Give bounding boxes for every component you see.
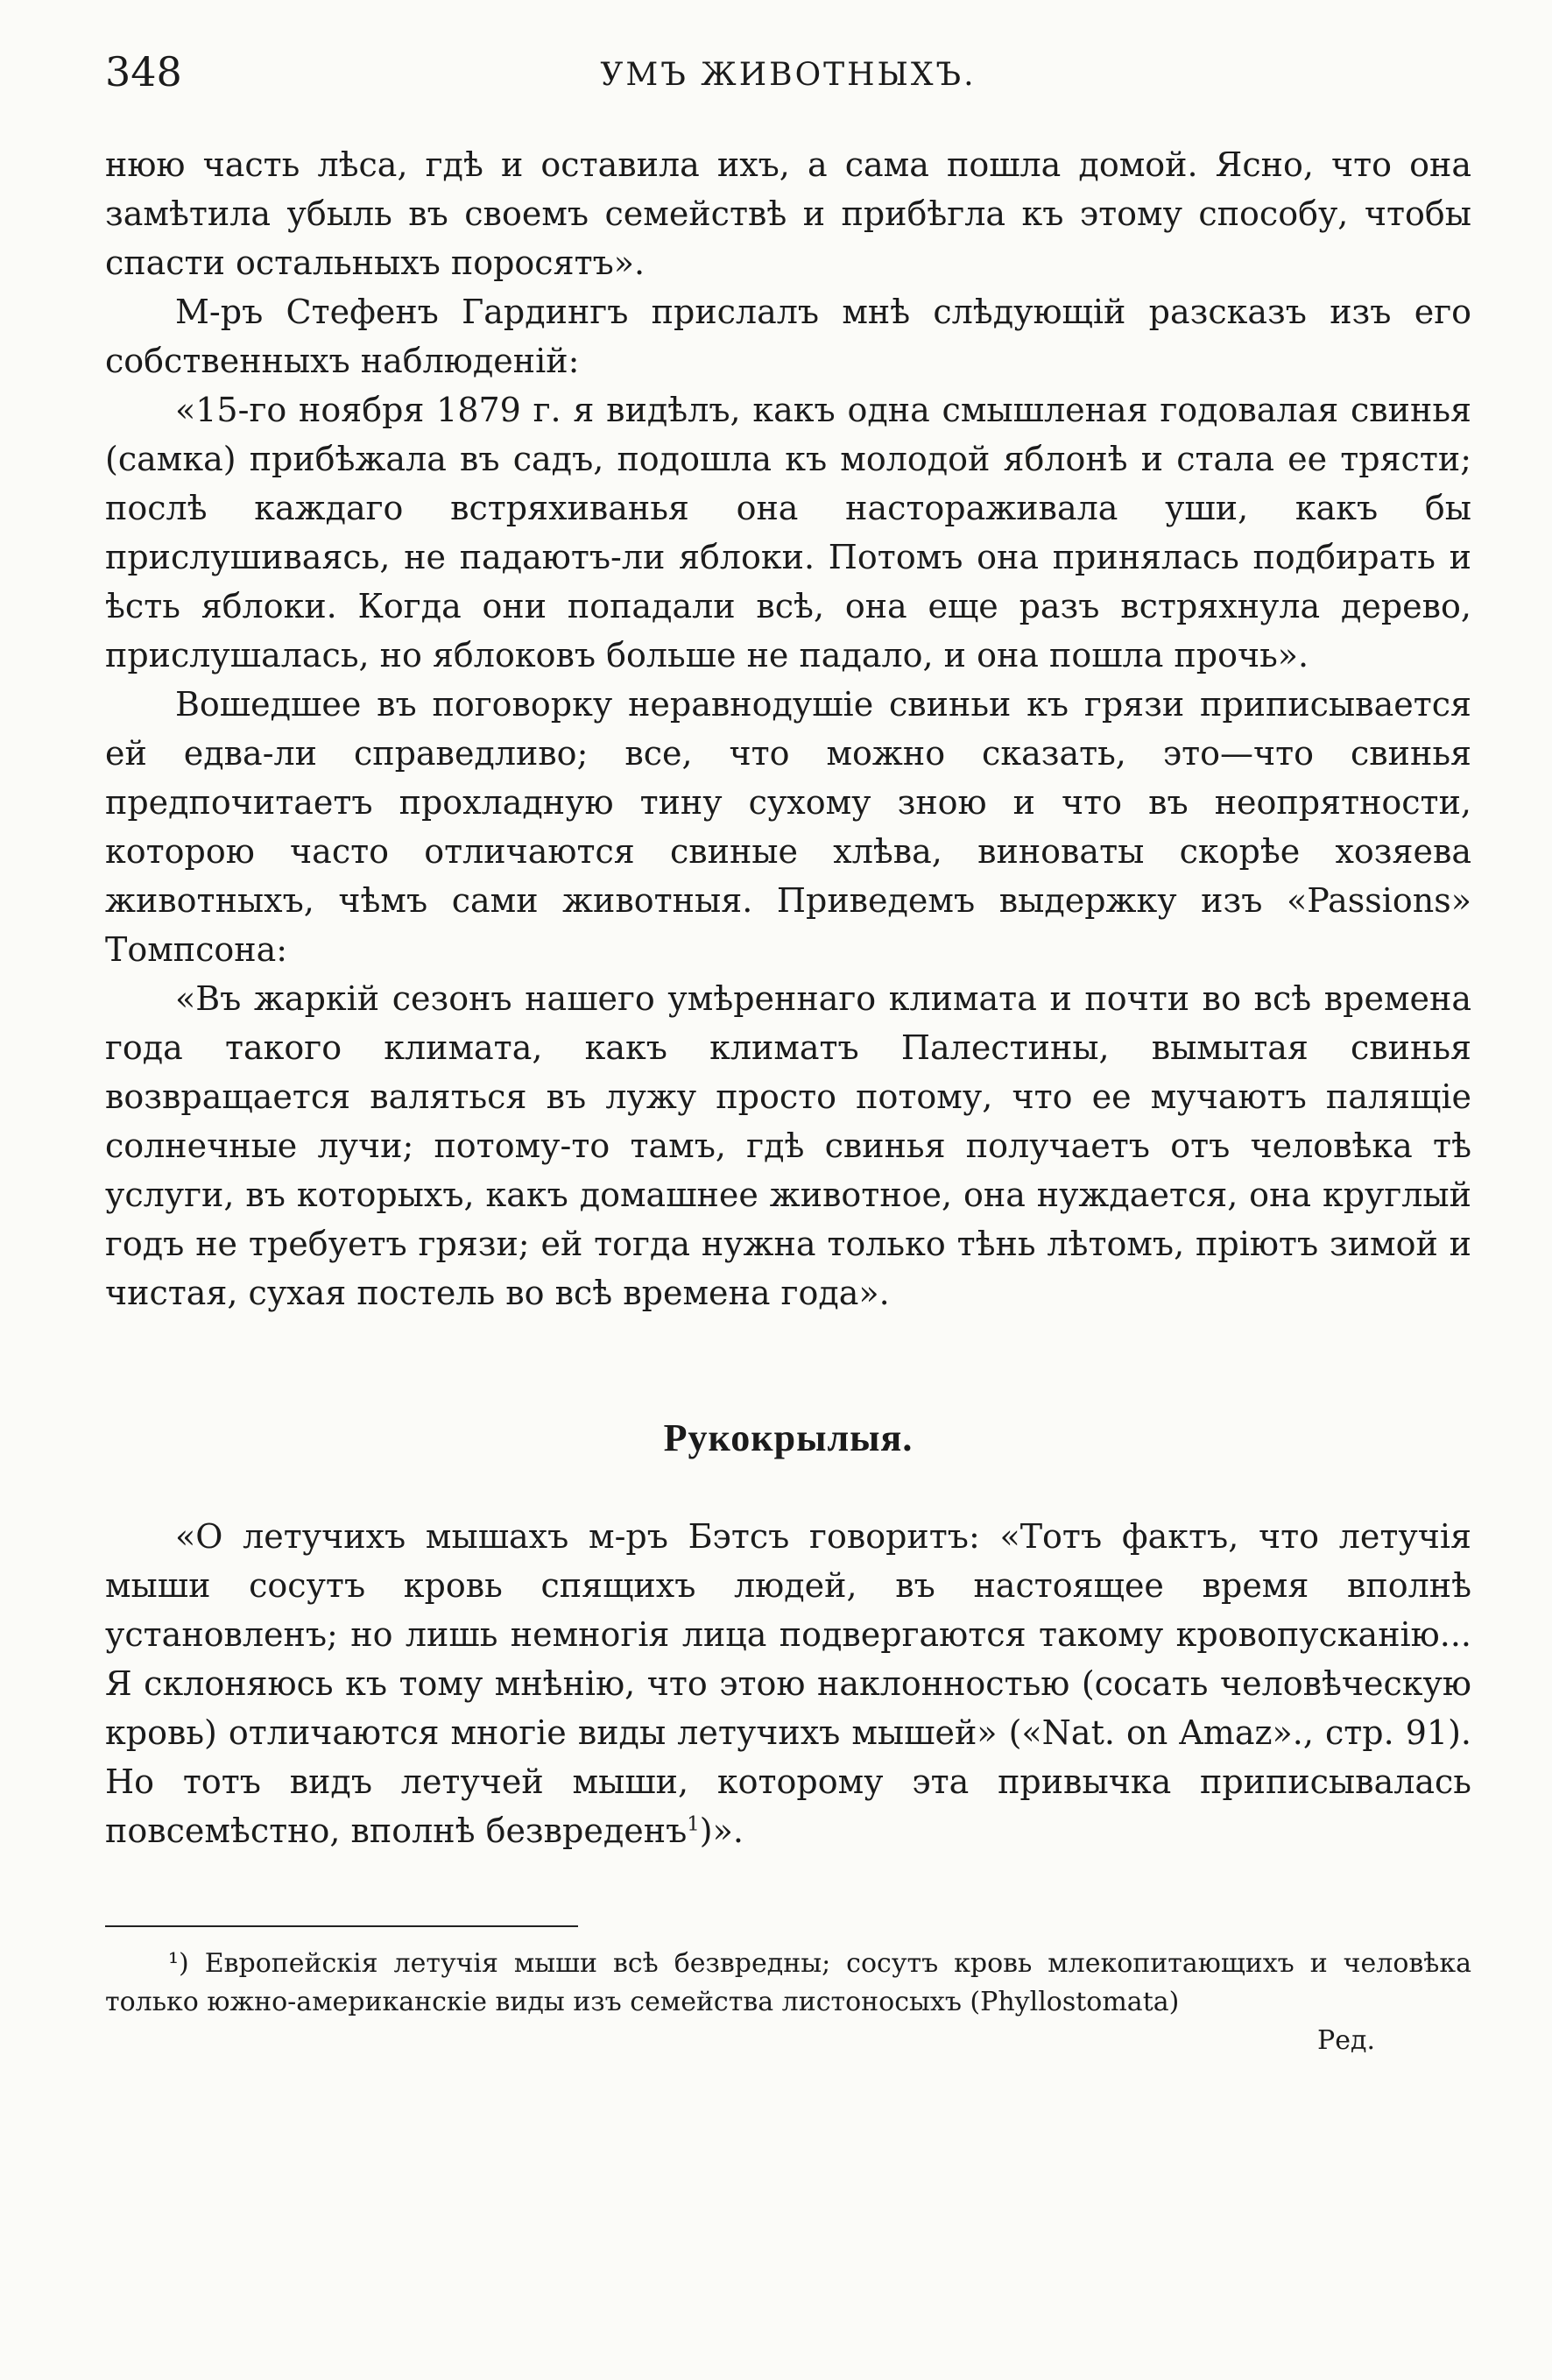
section-paragraph-end: )». [699, 1811, 744, 1850]
paragraph: «Въ жаркій сезонъ нашего умѣреннаго климата и почти во всѣ времена года такого климата, какъ климатъ Палестины, вымытая свинья возвращается валяться въ лужу просто потому, что ее мучаютъ палящіе солнечные лучи; потому-то тамъ, гдѣ свинья получаетъ отъ человѣка тѣ услуги, въ которыхъ, какъ домашнее животное, она нуждается, она круглый годъ не требуетъ грязи; ей тогда нужна только тѣнь лѣтомъ, пріютъ зимой и чистая, сухая постель во всѣ времена года». [105, 979, 1471, 1312]
paragraph: Вошедшее въ поговорку неравнодушіе свиньи къ грязи приписывается ей едва-ли справедливо; все, что можно сказать, это—что свинья предпочитаетъ прохладную тину сухому зною и что въ неопрятности, которою часто отличаются свиные хлѣва, виноваты скорѣе хозяева животныхъ, чѣмъ сами животныя. Приведемъ выдержку изъ «Passions» Томпсона: [105, 685, 1471, 969]
page-number: 348 [105, 48, 182, 95]
footnote-text: Европейскія летучія мыши всѣ безвредны; сосутъ кровь млекопитающихъ и человѣка только южно-американскіе виды изъ семейства листоносыхъ (Phyllostomata) [105, 1948, 1471, 2017]
main-text [105, 140, 1471, 1855]
footnote-marker: ¹) [168, 1948, 189, 1979]
section-title: Рукокрылыя. [663, 1416, 914, 1459]
page-header [105, 44, 1471, 105]
footnote [105, 1945, 1471, 2060]
paragraph: «15-го ноября 1879 г. я видѣлъ, какъ одна смышленая годовалая свинья (самка) прибѣжала въ садъ, подошла къ молодой яблонѣ и стала ее трясти; послѣ каждаго встряхиванья она настораживала уши, какъ бы прислушиваясь, не падаютъ-ли яблоки. Потомъ она принялась подбирать и ѣсть яблоки. Когда они попадали всѣ, она еще разъ встряхнула дерево, прислушалась, но яблоковъ больше не падало, и она пошла прочь». [105, 391, 1471, 674]
paragraph: М-ръ Стефенъ Гардингъ прислалъ мнѣ слѣдующій разсказъ изъ его собственныхъ наблюденій: [105, 293, 1471, 380]
running-title: УМЪ ЖИВОТНЫХЪ. [600, 57, 977, 93]
editor-mark: Ред. [1317, 2025, 1375, 2056]
footnote-reference[interactable]: 1 [687, 1812, 700, 1836]
book-page [105, 44, 1471, 2060]
section-paragraph-text: «О летучихъ мышахъ м-ръ Бэтсъ говоритъ: «Тотъ фактъ, что летучія мыши сосутъ кровь спящихъ людей, въ настоящее время вполнѣ установленъ; но лишь немногія лица подвергаются такому кровопусканію... Я склоняюсь къ тому мнѣнію, что этою наклонностью (сосать человѣческую кровь) отличаются многіе виды летучихъ мышей» («Nat. on Amaz»., стр. 91). Но тотъ видъ летучей мыши, которому эта привычка приписывалась повсемѣстно, вполнѣ безвреденъ [105, 1517, 1471, 1850]
footnote-divider [105, 1925, 578, 1927]
paragraph: нюю часть лѣса, гдѣ и оставила ихъ, а сама пошла домой. Ясно, что она замѣтила убыль въ своемъ семействѣ и прибѣгла къ этому способу, чтобы спасти остальныхъ поросятъ». [105, 145, 1471, 282]
section-paragraph [105, 1512, 1471, 1855]
